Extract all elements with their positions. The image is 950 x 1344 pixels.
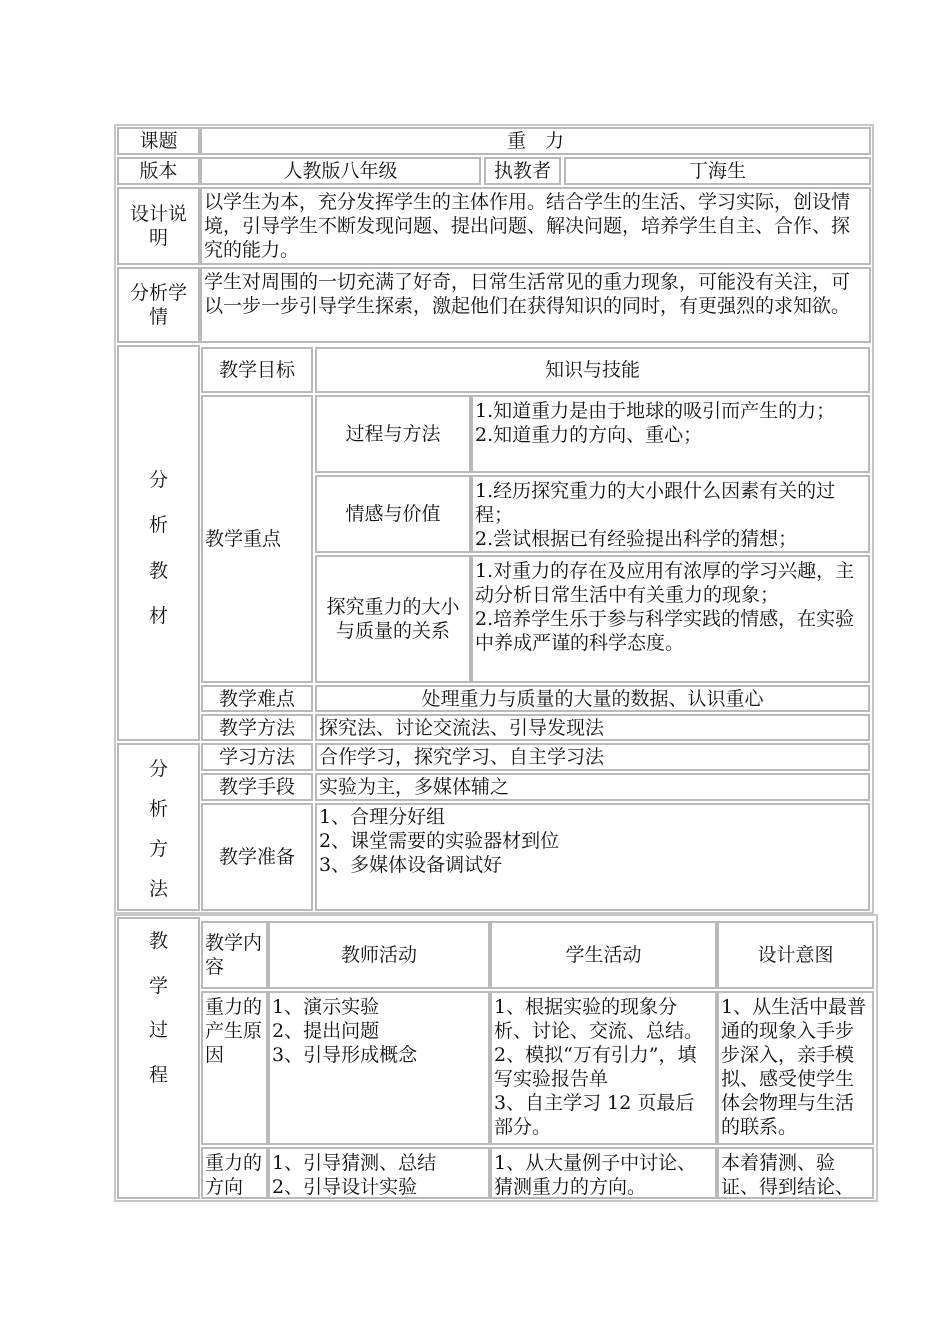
materials-label-char: 教 [148,559,168,582]
process-label-char: 教 [148,930,168,953]
header-intent: 设计意图 [717,921,874,989]
materials-label-char: 分 [148,468,168,491]
objective-text: 1.知道重力是由于地球的吸引而产生的力； 2.知道重力的方向、重心； [471,395,870,473]
process-intent: 1、从生活中最普通的现象入手步步深入，亲手模拟、感受使学生体会物理与生活的联系。 [717,991,874,1145]
header-student: 学生活动 [490,921,717,989]
design-text: 以学生为本，充分发挥学生的主体作用。结合学生的生活、学习实际，创设情境，引导学生不断发现问题、提出问题、解决问题，培养学生自主、合作、探究的能力。 [200,187,871,265]
edition-label: 版本 [117,157,200,185]
learners-label: 分析学情 [117,267,200,343]
process-label-char: 学 [148,974,168,997]
materials-label-char: 材 [148,605,168,628]
method-text: 探究法、讨论交流法、引导发现法 [315,714,870,741]
goal-label: 教学目标 [201,347,313,393]
methods-label-char: 分 [148,758,168,780]
process-student: 1、根据实验的现象分析、讨论、交流、总结。 2、模拟“万有引力”，填写实验报告单 3、自主学习 12 页最后部分。 [490,991,717,1145]
prep-label: 教学准备 [201,803,313,911]
objective-text: 1.经历探究重力的大小跟什么因素有关的过程； 2.尝试根据已有经验提出科学的猜想； [471,475,870,553]
process-label-char: 程 [148,1063,168,1086]
process-teacher: 1、引导猜测、总结 2、引导设计实验 [268,1147,490,1199]
key-label: 教学重点 [201,395,313,683]
title-label: 课题 [117,127,200,155]
goal-header: 知识与技能 [315,347,870,393]
study-label: 学习方法 [201,743,313,771]
title-value: 重 力 [200,127,871,155]
process-intent: 本着猜测、验证、得到结论、 [717,1147,874,1199]
process-content: 重力的产生原因 [201,991,268,1145]
header-content: 教学内容 [201,921,268,989]
methods-label-char: 方 [148,838,168,860]
objective-text: 1.对重力的存在及应用有浓厚的学习兴趣，主动分析日常生活中有关重力的现象； 2.培养学生乐于参与科学实践的情感，在实验中养成严谨的科学态度。 [471,555,870,683]
objective-label: 探究重力的大小与质量的关系 [315,555,471,683]
objective-label: 过程与方法 [315,395,471,473]
study-text: 合作学习，探究学习、自主学习法 [315,743,870,771]
edition-value: 人教版八年级 [200,157,481,185]
prep-text: 1、合理分好组 2、课堂需要的实验器材到位 3、多媒体设备调试好 [315,803,870,911]
difficulty-text: 处理重力与质量的大量的数据、认识重心 [315,685,870,712]
header-teacher: 教师活动 [268,921,490,989]
methods-section-label [117,743,200,911]
process-content: 重力的方向 [201,1147,268,1199]
method-label: 教学方法 [201,714,313,741]
process-teacher: 1、演示实验 2、提出问题 3、引导形成概念 [268,991,490,1145]
learners-text: 学生对周围的一切充满了好奇，日常生活常见的重力现象，可能没有关注，可以一步一步引导学生探索，激起他们在获得知识的同时，有更强烈的求知欲。 [200,267,871,343]
materials-section-label [117,345,200,741]
objective-label: 情感与价值 [315,475,471,553]
process-label-char: 过 [148,1019,168,1042]
teacher-label: 执教者 [484,157,561,185]
materials-label-char: 析 [148,514,168,537]
difficulty-label: 教学难点 [201,685,313,712]
process-student: 1、从大量例子中讨论、猜测重力的方向。 [490,1147,717,1199]
design-label: 设计说明 [117,187,200,265]
methods-label-char: 析 [148,798,168,820]
teacher-value: 丁海生 [564,157,871,185]
process-section-label [117,917,200,1199]
methods-label-char: 法 [148,878,168,900]
means-text: 实验为主，多媒体辅之 [315,773,870,801]
means-label: 教学手段 [201,773,313,801]
